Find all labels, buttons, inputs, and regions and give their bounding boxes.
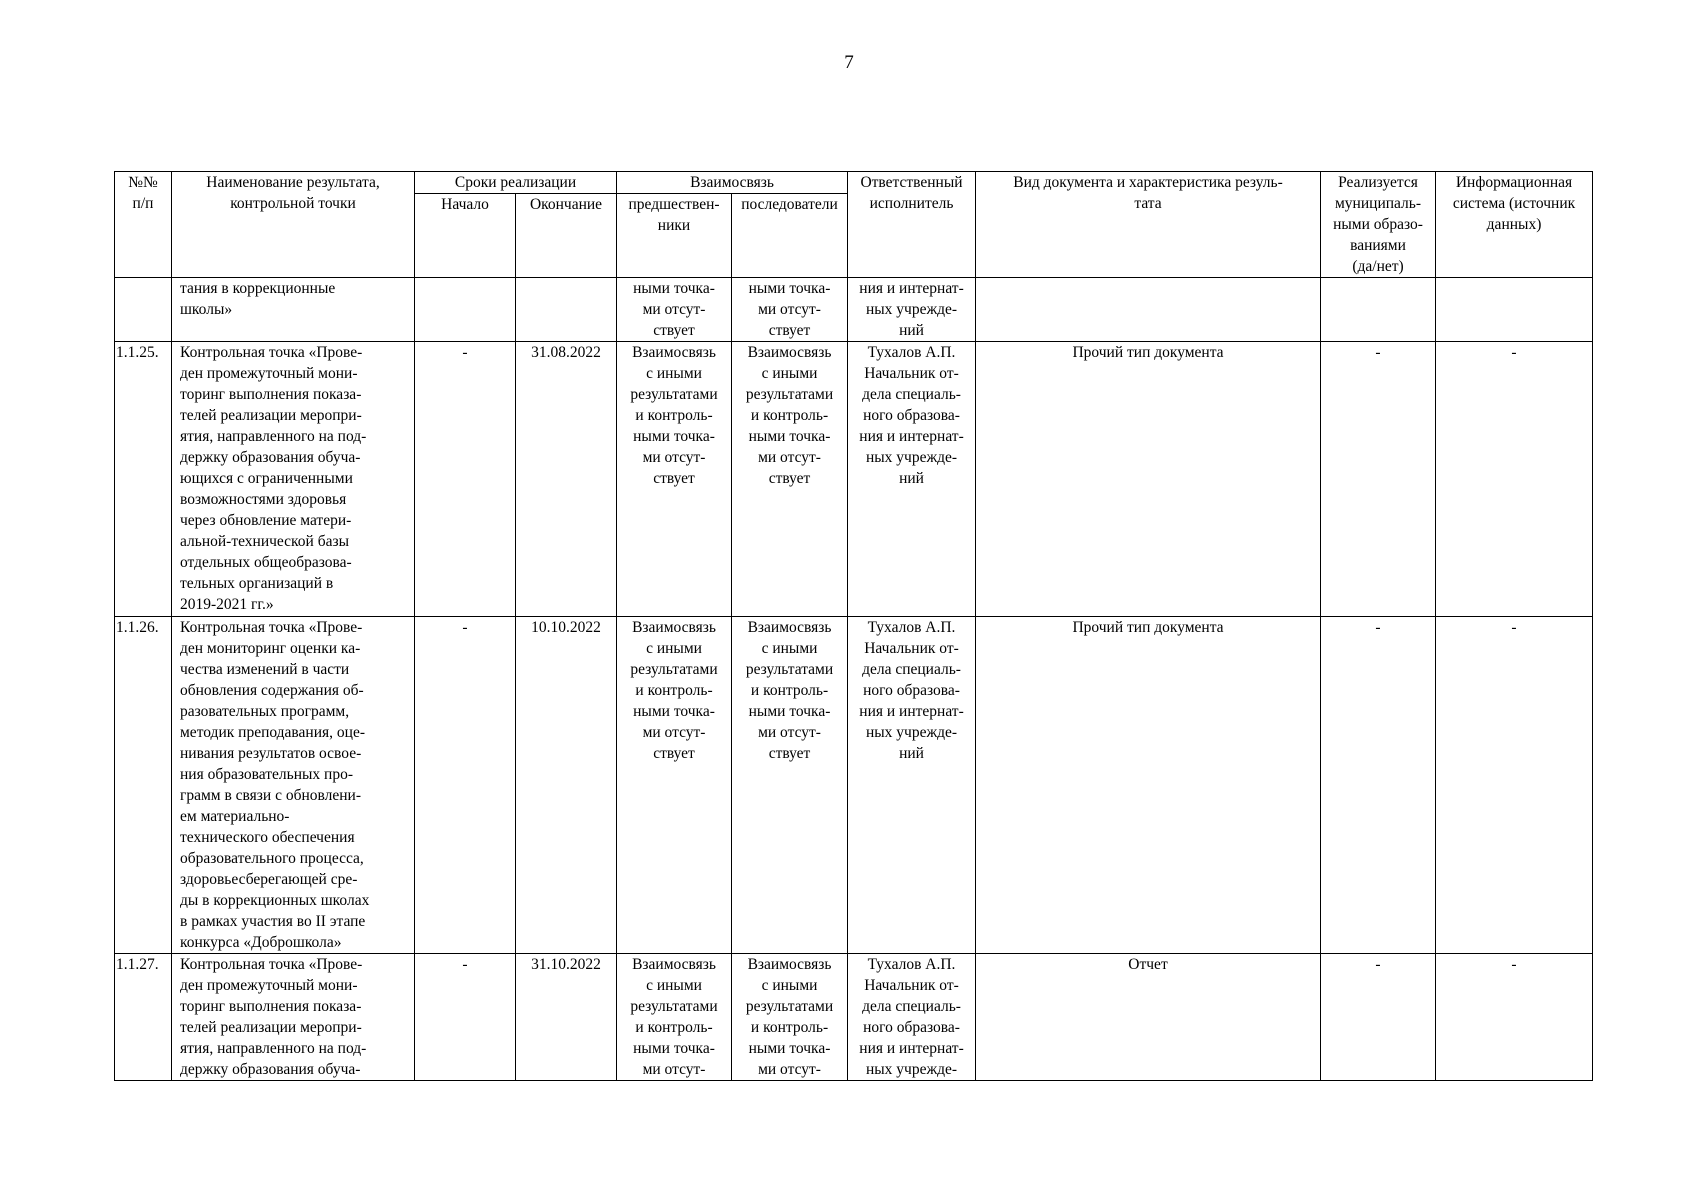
row-end (516, 278, 617, 342)
row-end: 10.10.2022 (516, 617, 617, 954)
row-num (115, 278, 172, 342)
row-end: 31.08.2022 (516, 342, 617, 617)
header-info-system: Информационная система (источник данных) (1436, 172, 1593, 278)
row-name: тания в коррекционные школы» (172, 278, 415, 342)
row-info-system: - (1436, 954, 1593, 1081)
row-municipal: - (1321, 342, 1436, 617)
header-num: №№ п/п (115, 172, 172, 278)
header-relation: Взаимосвязь (617, 172, 848, 194)
header-responsible: Ответственный исполнитель (848, 172, 976, 278)
row-name: Контрольная точка «Прове- ден мониторинг оценки ка- чества изменений в части обновления содержания об- разовательных программ, методик преподавания, оце- нивания результатов освое- ния образовательных про- грамм в связи с обновлени- ем материально- технического обеспечения образовательного процесса, здоровьесберегающей сре- ды в коррекционных школах в рамках участия во II этапе конкурса «Доброшкола» (172, 617, 415, 954)
table-row (115, 617, 1593, 954)
row-end: 31.10.2022 (516, 954, 617, 1081)
row-start: - (415, 954, 516, 1081)
header-municipal: Реализуется муниципаль- ными образо- ваниями (да/нет) (1321, 172, 1436, 278)
row-municipal (1321, 278, 1436, 342)
row-num: 1.1.27. (115, 954, 172, 1081)
row-predecessors: Взаимосвязь с иными результатами и контроль- ными точка- ми отсут- ствует (617, 342, 732, 617)
row-num: 1.1.25. (115, 342, 172, 617)
header-doc-type: Вид документа и характеристика резуль- тата (976, 172, 1321, 278)
header-start: Начало (415, 194, 516, 278)
row-successors: Взаимосвязь с иными результатами и контроль- ными точка- ми отсут- ствует (732, 617, 848, 954)
header-terms: Сроки реализации (415, 172, 617, 194)
row-successors: ными точка- ми отсут- ствует (732, 278, 848, 342)
row-doc-type: Прочий тип документа (976, 342, 1321, 617)
row-responsible: Тухалов А.П. Начальник от- дела специаль- ного образова- ния и интернат- ных учрежде- (848, 954, 976, 1081)
row-info-system: - (1436, 617, 1593, 954)
table-row (115, 954, 1593, 1081)
header-successors: последователи (732, 194, 848, 278)
row-predecessors: ными точка- ми отсут- ствует (617, 278, 732, 342)
row-doc-type (976, 278, 1321, 342)
row-name: Контрольная точка «Прове- ден промежуточный мони- торинг выполнения показа- телей реализации меропри- ятия, направленного на под- держку образования обуча- ющихся с ограниченными возможностями здоровья через обновление матери- альной-технической базы отдельных общеобразова- тельных организаций в 2019-2021 гг.» (172, 342, 415, 617)
page-number: 7 (844, 52, 854, 73)
row-successors: Взаимосвязь с иными результатами и контроль- ными точка- ми отсут- ствует (732, 342, 848, 617)
header-row-top (115, 172, 1593, 194)
row-doc-type: Отчет (976, 954, 1321, 1081)
row-info-system: - (1436, 342, 1593, 617)
header-end: Окончание (516, 194, 617, 278)
row-municipal: - (1321, 954, 1436, 1081)
row-responsible: Тухалов А.П. Начальник от- дела специаль- ного образова- ния и интернат- ных учрежде- ний (848, 342, 976, 617)
row-successors: Взаимосвязь с иными результатами и контроль- ными точка- ми отсут- (732, 954, 848, 1081)
row-responsible: ния и интернат- ных учрежде- ний (848, 278, 976, 342)
results-table (114, 171, 1593, 1081)
row-municipal: - (1321, 617, 1436, 954)
row-predecessors: Взаимосвязь с иными результатами и контроль- ными точка- ми отсут- ствует (617, 617, 732, 954)
row-doc-type: Прочий тип документа (976, 617, 1321, 954)
table-row (115, 278, 1593, 342)
row-start: - (415, 617, 516, 954)
row-predecessors: Взаимосвязь с иными результатами и контроль- ными точка- ми отсут- (617, 954, 732, 1081)
row-responsible: Тухалов А.П. Начальник от- дела специаль- ного образова- ния и интернат- ных учрежде- ний (848, 617, 976, 954)
header-name: Наименование результата, контрольной точки (172, 172, 415, 278)
header-predecessors: предшествен- ники (617, 194, 732, 278)
row-name: Контрольная точка «Прове- ден промежуточный мони- торинг выполнения показа- телей реализации меропри- ятия, направленного на под- держку образования обуча- (172, 954, 415, 1081)
row-num: 1.1.26. (115, 617, 172, 954)
table-row (115, 342, 1593, 617)
row-start: - (415, 342, 516, 617)
row-start (415, 278, 516, 342)
row-info-system (1436, 278, 1593, 342)
